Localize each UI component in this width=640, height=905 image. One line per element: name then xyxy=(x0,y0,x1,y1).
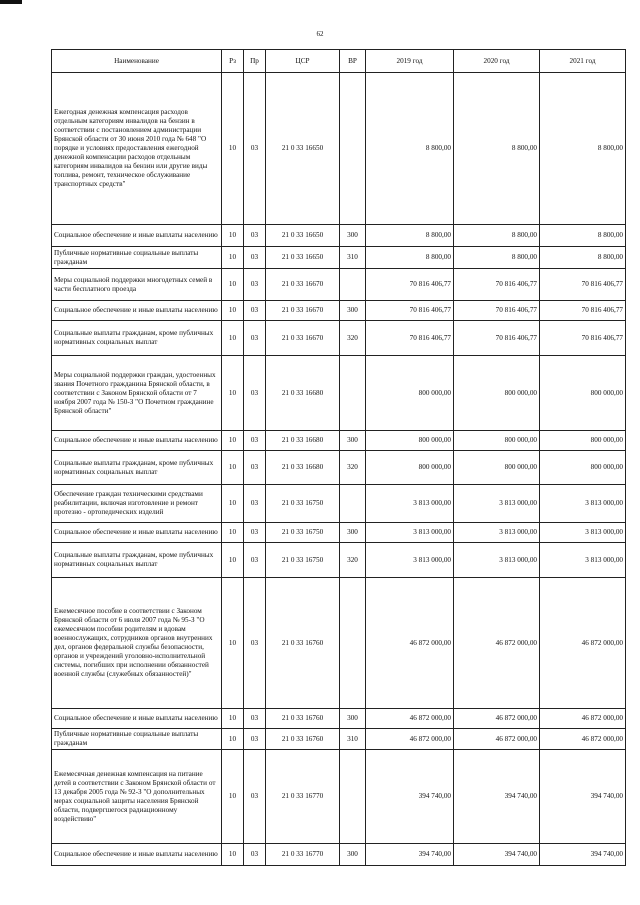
table-cell-rz: 10 xyxy=(222,578,244,709)
table-cell-2019: 3 813 000,00 xyxy=(366,485,454,523)
table-cell-name: Публичные нормативные социальные выплаты гражданам xyxy=(52,729,222,750)
table-cell-pr: 03 xyxy=(244,431,266,451)
table-cell-csr: 21 0 33 16650 xyxy=(266,247,340,269)
table-cell-vr: 300 xyxy=(340,523,366,543)
table-cell-name: Социальное обеспечение и иные выплаты населению xyxy=(52,431,222,451)
table-cell-2019: 8 800,00 xyxy=(366,247,454,269)
table-cell-pr: 03 xyxy=(244,301,266,321)
table-cell-vr: 300 xyxy=(340,225,366,247)
table-cell-2021: 46 872 000,00 xyxy=(540,709,626,729)
table-cell-name: Обеспечение граждан техническими средствами реабилитации, включая изготовление и ремонт протезно - ортопедических изделий xyxy=(52,485,222,523)
table-row xyxy=(52,269,626,301)
table-cell-2019: 46 872 000,00 xyxy=(366,709,454,729)
table-cell-name: Социальное обеспечение и иные выплаты населению xyxy=(52,225,222,247)
table-row xyxy=(52,485,626,523)
table-cell-name: Ежемесячное пособие в соответствии с Законом Брянской области от 6 июля 2007 года № 95-З "О ежемесячном пособии родителям и вдовам военнослужащих, сотрудников органов внутренних дел, органов федеральной службы безопасности, органов и учреждений уголовно-исполнительной системы, погибших при исполнении обязанностей военной службы (служебных обязанностей)" xyxy=(52,578,222,709)
table-cell-pr: 03 xyxy=(244,356,266,431)
table-cell-2021: 800 000,00 xyxy=(540,431,626,451)
table-cell-csr: 21 0 33 16750 xyxy=(266,543,340,578)
table-cell-name: Социальное обеспечение и иные выплаты населению xyxy=(52,301,222,321)
table-row xyxy=(52,431,626,451)
table-cell-vr: 300 xyxy=(340,301,366,321)
table-cell-pr: 03 xyxy=(244,225,266,247)
table-cell-rz: 10 xyxy=(222,431,244,451)
header-rz: Рз xyxy=(222,50,244,73)
table-row xyxy=(52,750,626,844)
table-cell-name: Социальное обеспечение и иные выплаты населению xyxy=(52,523,222,543)
table-cell-vr xyxy=(340,485,366,523)
table-cell-csr: 21 0 33 16750 xyxy=(266,523,340,543)
page-number: 62 xyxy=(316,30,324,38)
table-cell-pr: 03 xyxy=(244,750,266,844)
table-cell-name: Социальные выплаты гражданам, кроме публичных нормативных социальных выплат xyxy=(52,451,222,485)
table-cell-2020: 800 000,00 xyxy=(454,431,540,451)
table-cell-2020: 8 800,00 xyxy=(454,73,540,225)
table-cell-2021: 800 000,00 xyxy=(540,451,626,485)
table-cell-vr: 310 xyxy=(340,729,366,750)
table-cell-rz: 10 xyxy=(222,844,244,866)
table-cell-2020: 394 740,00 xyxy=(454,844,540,866)
table-cell-name: Публичные нормативные социальные выплаты гражданам xyxy=(52,247,222,269)
table-cell-pr: 03 xyxy=(244,844,266,866)
table-row xyxy=(52,225,626,247)
table-cell-name: Ежегодная денежная компенсация расходов отдельным категориям инвалидов на бензин в соответствии с постановлением администрации Брянской области от 30 июня 2010 года № 648 "О порядке и условиях предоставления ежегодной денежной компенсации расходов отдельным категориям инвалидов на бензин или другие виды топлива, ремонт, техническое обслуживание транспортных средств" xyxy=(52,73,222,225)
table-cell-2019: 800 000,00 xyxy=(366,431,454,451)
table-row xyxy=(52,73,626,225)
table-cell-2020: 70 816 406,77 xyxy=(454,269,540,301)
table-row xyxy=(52,247,626,269)
table-cell-2021: 70 816 406,77 xyxy=(540,321,626,356)
table-cell-2021: 3 813 000,00 xyxy=(540,485,626,523)
table-cell-vr xyxy=(340,750,366,844)
table-cell-2021: 8 800,00 xyxy=(540,73,626,225)
table-cell-2020: 46 872 000,00 xyxy=(454,578,540,709)
header-csr: ЦСР xyxy=(266,50,340,73)
table-cell-name: Социальные выплаты гражданам, кроме публичных нормативных социальных выплат xyxy=(52,543,222,578)
table-cell-rz: 10 xyxy=(222,269,244,301)
budget-table xyxy=(51,49,626,866)
table-row xyxy=(52,301,626,321)
table-cell-rz: 10 xyxy=(222,356,244,431)
table-cell-name: Социальное обеспечение и иные выплаты населению xyxy=(52,709,222,729)
table-cell-csr: 21 0 33 16680 xyxy=(266,356,340,431)
table-cell-2019: 394 740,00 xyxy=(366,844,454,866)
table-cell-2021: 46 872 000,00 xyxy=(540,729,626,750)
table-cell-2020: 8 800,00 xyxy=(454,247,540,269)
table-cell-csr: 21 0 33 16680 xyxy=(266,451,340,485)
table-cell-name: Меры социальной поддержки многодетных семей в части бесплатного проезда xyxy=(52,269,222,301)
table-cell-pr: 03 xyxy=(244,709,266,729)
header-2019: 2019 год xyxy=(366,50,454,73)
table-cell-pr: 03 xyxy=(244,485,266,523)
table-cell-2019: 3 813 000,00 xyxy=(366,543,454,578)
table-cell-pr: 03 xyxy=(244,451,266,485)
table-cell-2019: 8 800,00 xyxy=(366,225,454,247)
table-cell-vr: 310 xyxy=(340,247,366,269)
table-cell-rz: 10 xyxy=(222,301,244,321)
table-cell-vr: 300 xyxy=(340,709,366,729)
table-cell-pr: 03 xyxy=(244,578,266,709)
table-header-row xyxy=(52,50,626,73)
table-cell-2020: 70 816 406,77 xyxy=(454,301,540,321)
table-cell-pr: 03 xyxy=(244,321,266,356)
table-cell-csr: 21 0 33 16650 xyxy=(266,225,340,247)
table-cell-2020: 394 740,00 xyxy=(454,750,540,844)
table-cell-2020: 3 813 000,00 xyxy=(454,523,540,543)
table-cell-2019: 70 816 406,77 xyxy=(366,321,454,356)
table-cell-vr: 320 xyxy=(340,543,366,578)
table-cell-pr: 03 xyxy=(244,247,266,269)
table-cell-2021: 70 816 406,77 xyxy=(540,269,626,301)
table-cell-pr: 03 xyxy=(244,543,266,578)
scan-corner-mark xyxy=(0,0,22,4)
table-cell-2019: 46 872 000,00 xyxy=(366,729,454,750)
table-cell-csr: 21 0 33 16760 xyxy=(266,578,340,709)
table-cell-2021: 394 740,00 xyxy=(540,750,626,844)
table-cell-2020: 800 000,00 xyxy=(454,451,540,485)
table-row xyxy=(52,356,626,431)
table-cell-csr: 21 0 33 16760 xyxy=(266,709,340,729)
table-cell-rz: 10 xyxy=(222,321,244,356)
table-body xyxy=(52,73,626,866)
table-cell-2020: 46 872 000,00 xyxy=(454,729,540,750)
table-row xyxy=(52,844,626,866)
table-cell-2020: 800 000,00 xyxy=(454,356,540,431)
table-cell-name: Меры социальной поддержки граждан, удостоенных звания Почетного гражданина Брянской области, в соответствии с Законом Брянской области от 7 ноября 2007 года № 150-З "О Почетном гражданине Брянской области" xyxy=(52,356,222,431)
table-cell-name: Социальное обеспечение и иные выплаты населению xyxy=(52,844,222,866)
table-cell-rz: 10 xyxy=(222,485,244,523)
header-2020: 2020 год xyxy=(454,50,540,73)
table-cell-2019: 70 816 406,77 xyxy=(366,301,454,321)
table-cell-2020: 3 813 000,00 xyxy=(454,543,540,578)
table-cell-2019: 800 000,00 xyxy=(366,356,454,431)
header-vr: ВР xyxy=(340,50,366,73)
table-cell-rz: 10 xyxy=(222,709,244,729)
table-cell-2019: 394 740,00 xyxy=(366,750,454,844)
table-cell-vr xyxy=(340,269,366,301)
table-cell-rz: 10 xyxy=(222,73,244,225)
table-cell-vr: 300 xyxy=(340,844,366,866)
table-cell-rz: 10 xyxy=(222,543,244,578)
table-cell-rz: 10 xyxy=(222,451,244,485)
table-cell-csr: 21 0 33 16750 xyxy=(266,485,340,523)
table-cell-2019: 70 816 406,77 xyxy=(366,269,454,301)
table-cell-2021: 8 800,00 xyxy=(540,247,626,269)
table-cell-csr: 21 0 33 16670 xyxy=(266,321,340,356)
table-cell-2021: 46 872 000,00 xyxy=(540,578,626,709)
table-cell-2019: 3 813 000,00 xyxy=(366,523,454,543)
table-cell-2021: 3 813 000,00 xyxy=(540,523,626,543)
table-cell-csr: 21 0 33 16680 xyxy=(266,431,340,451)
table-cell-csr: 21 0 33 16770 xyxy=(266,750,340,844)
table-cell-csr: 21 0 33 16670 xyxy=(266,301,340,321)
table-cell-pr: 03 xyxy=(244,269,266,301)
table-cell-rz: 10 xyxy=(222,247,244,269)
table-cell-csr: 21 0 33 16770 xyxy=(266,844,340,866)
table-cell-vr: 320 xyxy=(340,321,366,356)
table-cell-csr: 21 0 33 16650 xyxy=(266,73,340,225)
table-cell-rz: 10 xyxy=(222,729,244,750)
table-cell-vr: 320 xyxy=(340,451,366,485)
table-cell-vr xyxy=(340,356,366,431)
table-cell-2021: 70 816 406,77 xyxy=(540,301,626,321)
table-cell-rz: 10 xyxy=(222,750,244,844)
table-row xyxy=(52,451,626,485)
table-cell-csr: 21 0 33 16670 xyxy=(266,269,340,301)
table-row xyxy=(52,729,626,750)
table-cell-2021: 3 813 000,00 xyxy=(540,543,626,578)
table-cell-vr: 300 xyxy=(340,431,366,451)
table-cell-pr: 03 xyxy=(244,523,266,543)
table-cell-pr: 03 xyxy=(244,729,266,750)
header-name: Наименование xyxy=(52,50,222,73)
table-cell-pr: 03 xyxy=(244,73,266,225)
header-pr: Пр xyxy=(244,50,266,73)
header-2021: 2021 год xyxy=(540,50,626,73)
table-cell-2019: 46 872 000,00 xyxy=(366,578,454,709)
table-row xyxy=(52,543,626,578)
table-cell-vr xyxy=(340,578,366,709)
table-row xyxy=(52,321,626,356)
table-cell-2021: 800 000,00 xyxy=(540,356,626,431)
table-cell-rz: 10 xyxy=(222,225,244,247)
table-cell-rz: 10 xyxy=(222,523,244,543)
table-cell-2019: 8 800,00 xyxy=(366,73,454,225)
table-cell-name: Ежемесячная денежная компенсация на питание детей в соответствии с Законом Брянской области от 13 декабря 2005 года № 92-З "О дополнительных мерах социальной защиты населения Брянской области, подвергшегося радиационному воздействию" xyxy=(52,750,222,844)
table-row xyxy=(52,709,626,729)
table-cell-2020: 70 816 406,77 xyxy=(454,321,540,356)
table-cell-2021: 394 740,00 xyxy=(540,844,626,866)
table-cell-2019: 800 000,00 xyxy=(366,451,454,485)
table-cell-vr xyxy=(340,73,366,225)
table-cell-2021: 8 800,00 xyxy=(540,225,626,247)
table-cell-name: Социальные выплаты гражданам, кроме публичных нормативных социальных выплат xyxy=(52,321,222,356)
table-cell-2020: 46 872 000,00 xyxy=(454,709,540,729)
table-row xyxy=(52,578,626,709)
table-cell-2020: 8 800,00 xyxy=(454,225,540,247)
table-cell-csr: 21 0 33 16760 xyxy=(266,729,340,750)
table-cell-2020: 3 813 000,00 xyxy=(454,485,540,523)
table-row xyxy=(52,523,626,543)
